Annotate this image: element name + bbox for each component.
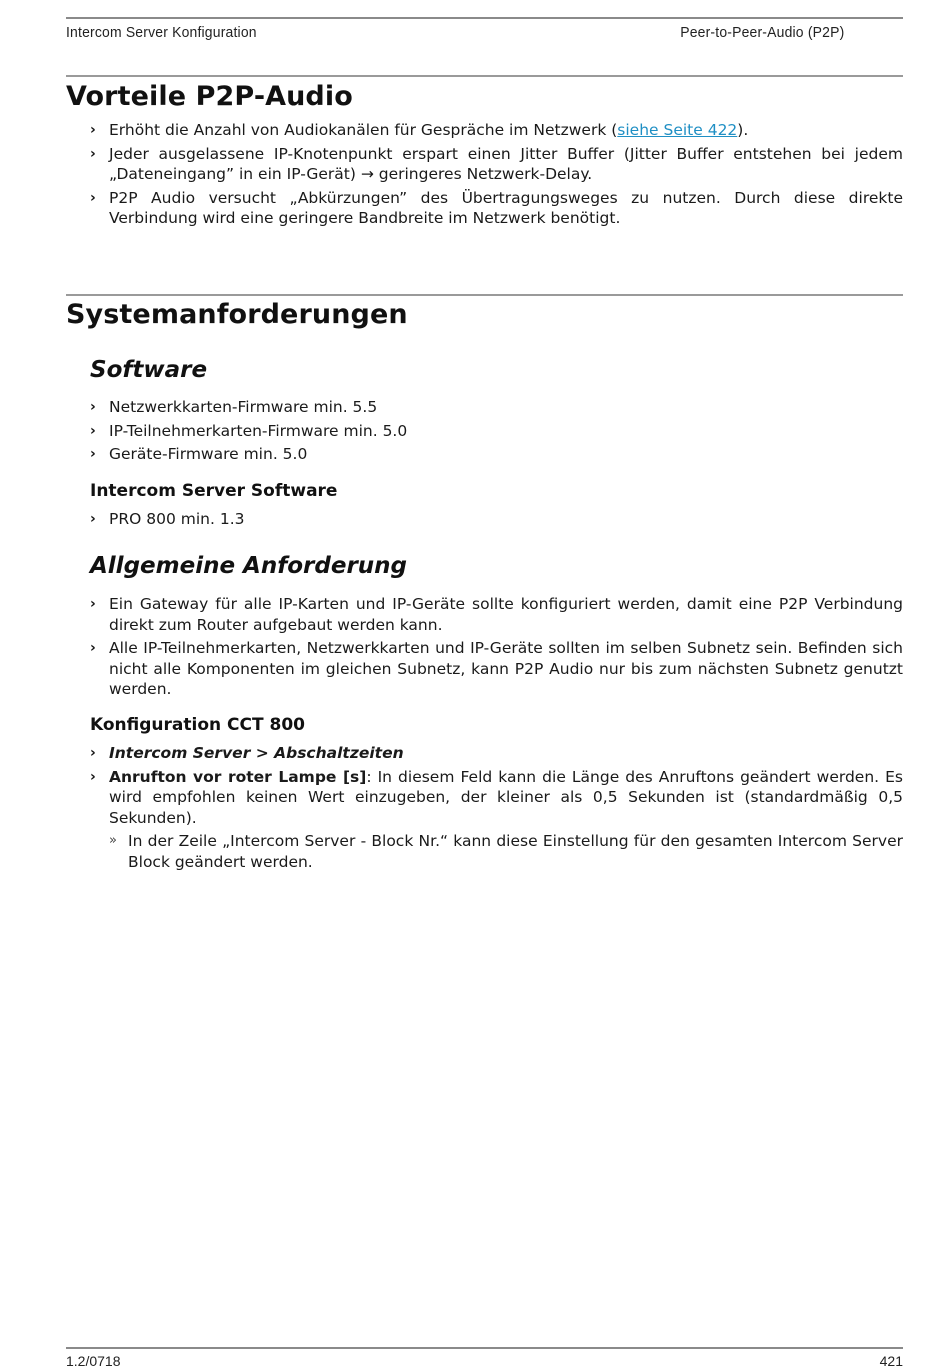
list-item: › Erhöht die Anzahl von Audiokanälen für Gespräche im Netzwerk (siehe Seite 422).	[90, 121, 749, 139]
list-item	[90, 743, 903, 764]
list-item: › Jeder ausgelassene IP-Knotenpunkt erspart einen Jitter Buffer (Jitter Buffer entstehen bei jedem „Dateneingang” in ein IP-Gerät) → geringeres Netzwerk-Delay.	[90, 144, 903, 183]
general-list	[90, 594, 903, 703]
cct-list	[90, 743, 903, 875]
running-header	[66, 24, 844, 41]
list-item: › Alle IP-Teilnehmerkarten, Netzwerkkarten und IP-Geräte sollten im selben Subnetz sein. Befinden sich nicht alle Komponenten im gleichen Subnetz, kann P2P Audio nur bis zum nächsten Subnetz genutzt werden.	[90, 639, 903, 698]
chevron-right-icon: ›	[90, 189, 96, 206]
chevron-right-icon: ›	[90, 399, 96, 415]
section-title-systemanforderungen: Systemanforderungen	[66, 299, 408, 330]
list-item: › P2P Audio versucht „Abkürzungen” des Übertragungsweges zu nutzen. Durch diese direkte Verbindung wird eine geringere Bandbreite im Netzwerk benötigt.	[90, 188, 903, 227]
list-item: › Geräte-Firmware min. 5.0	[90, 445, 308, 463]
list-item: › Netzwerkkarten-Firmware min. 5.5	[90, 398, 378, 416]
page-footer	[66, 1353, 903, 1369]
sub-list-item: » In der Zeile „Intercom Server - Block Nr.“ kann diese Einstellung für den gesamten Intercom Server Block geändert werden.	[109, 832, 903, 871]
chevron-right-icon: ›	[90, 768, 96, 785]
page-number: 421	[879, 1353, 903, 1369]
document-version: 1.2/0718	[66, 1353, 121, 1369]
header-chapter: Intercom Server Konfiguration	[66, 24, 257, 41]
list-item: › Anrufton vor roter Lampe [s]: In diesem Feld kann die Länge des Anruftons geändert werden. Es wird empfohlen keinen Wert einzugeben, der kleiner als 0,5 Sekunden ist (standardmäßig 0,5 Sekunden).	[90, 767, 903, 827]
menu-path: Intercom Server > Abschaltzeiten	[109, 744, 404, 762]
server-software-list	[90, 509, 903, 533]
chevron-right-icon: ›	[90, 511, 96, 527]
section-rule	[66, 75, 903, 77]
chevron-right-icon: ›	[90, 122, 96, 138]
double-chevron-icon: »	[109, 833, 117, 848]
header-rule	[66, 17, 903, 19]
list-item: › PRO 800 min. 1.3	[90, 510, 245, 528]
header-section: Peer-to-Peer-Audio (P2P)	[680, 24, 845, 41]
field-label: Anrufton vor roter Lampe [s]	[109, 767, 367, 786]
vorteile-list	[90, 120, 903, 232]
subsection-title-software: Software	[90, 357, 208, 383]
chevron-right-icon: ›	[90, 145, 96, 162]
subsection-title-server-software: Intercom Server Software	[90, 481, 338, 501]
list-item: › IP-Teilnehmerkarten-Firmware min. 5.0	[90, 421, 408, 440]
chevron-right-icon: ›	[90, 446, 96, 462]
list-item: › Ein Gateway für alle IP-Karten und IP-Geräte sollte konfiguriert werden, damit eine P2P Verbindung direkt zum Router aufgebaut werden kann.	[90, 595, 903, 634]
chevron-right-icon: ›	[90, 596, 96, 612]
footer-rule	[66, 1347, 903, 1349]
software-list	[90, 397, 903, 468]
section-rule	[66, 294, 903, 296]
chevron-right-icon: ›	[90, 640, 96, 656]
chevron-right-icon: ›	[90, 422, 96, 439]
page-reference-link[interactable]: siehe Seite 422	[617, 121, 738, 139]
subsection-title-cct: Konfiguration CCT 800	[90, 715, 305, 735]
section-title-vorteile: Vorteile P2P-Audio	[66, 81, 353, 112]
subsection-title-allgemeine: Allgemeine Anforderung	[90, 553, 408, 579]
chevron-right-icon: ›	[90, 745, 96, 761]
